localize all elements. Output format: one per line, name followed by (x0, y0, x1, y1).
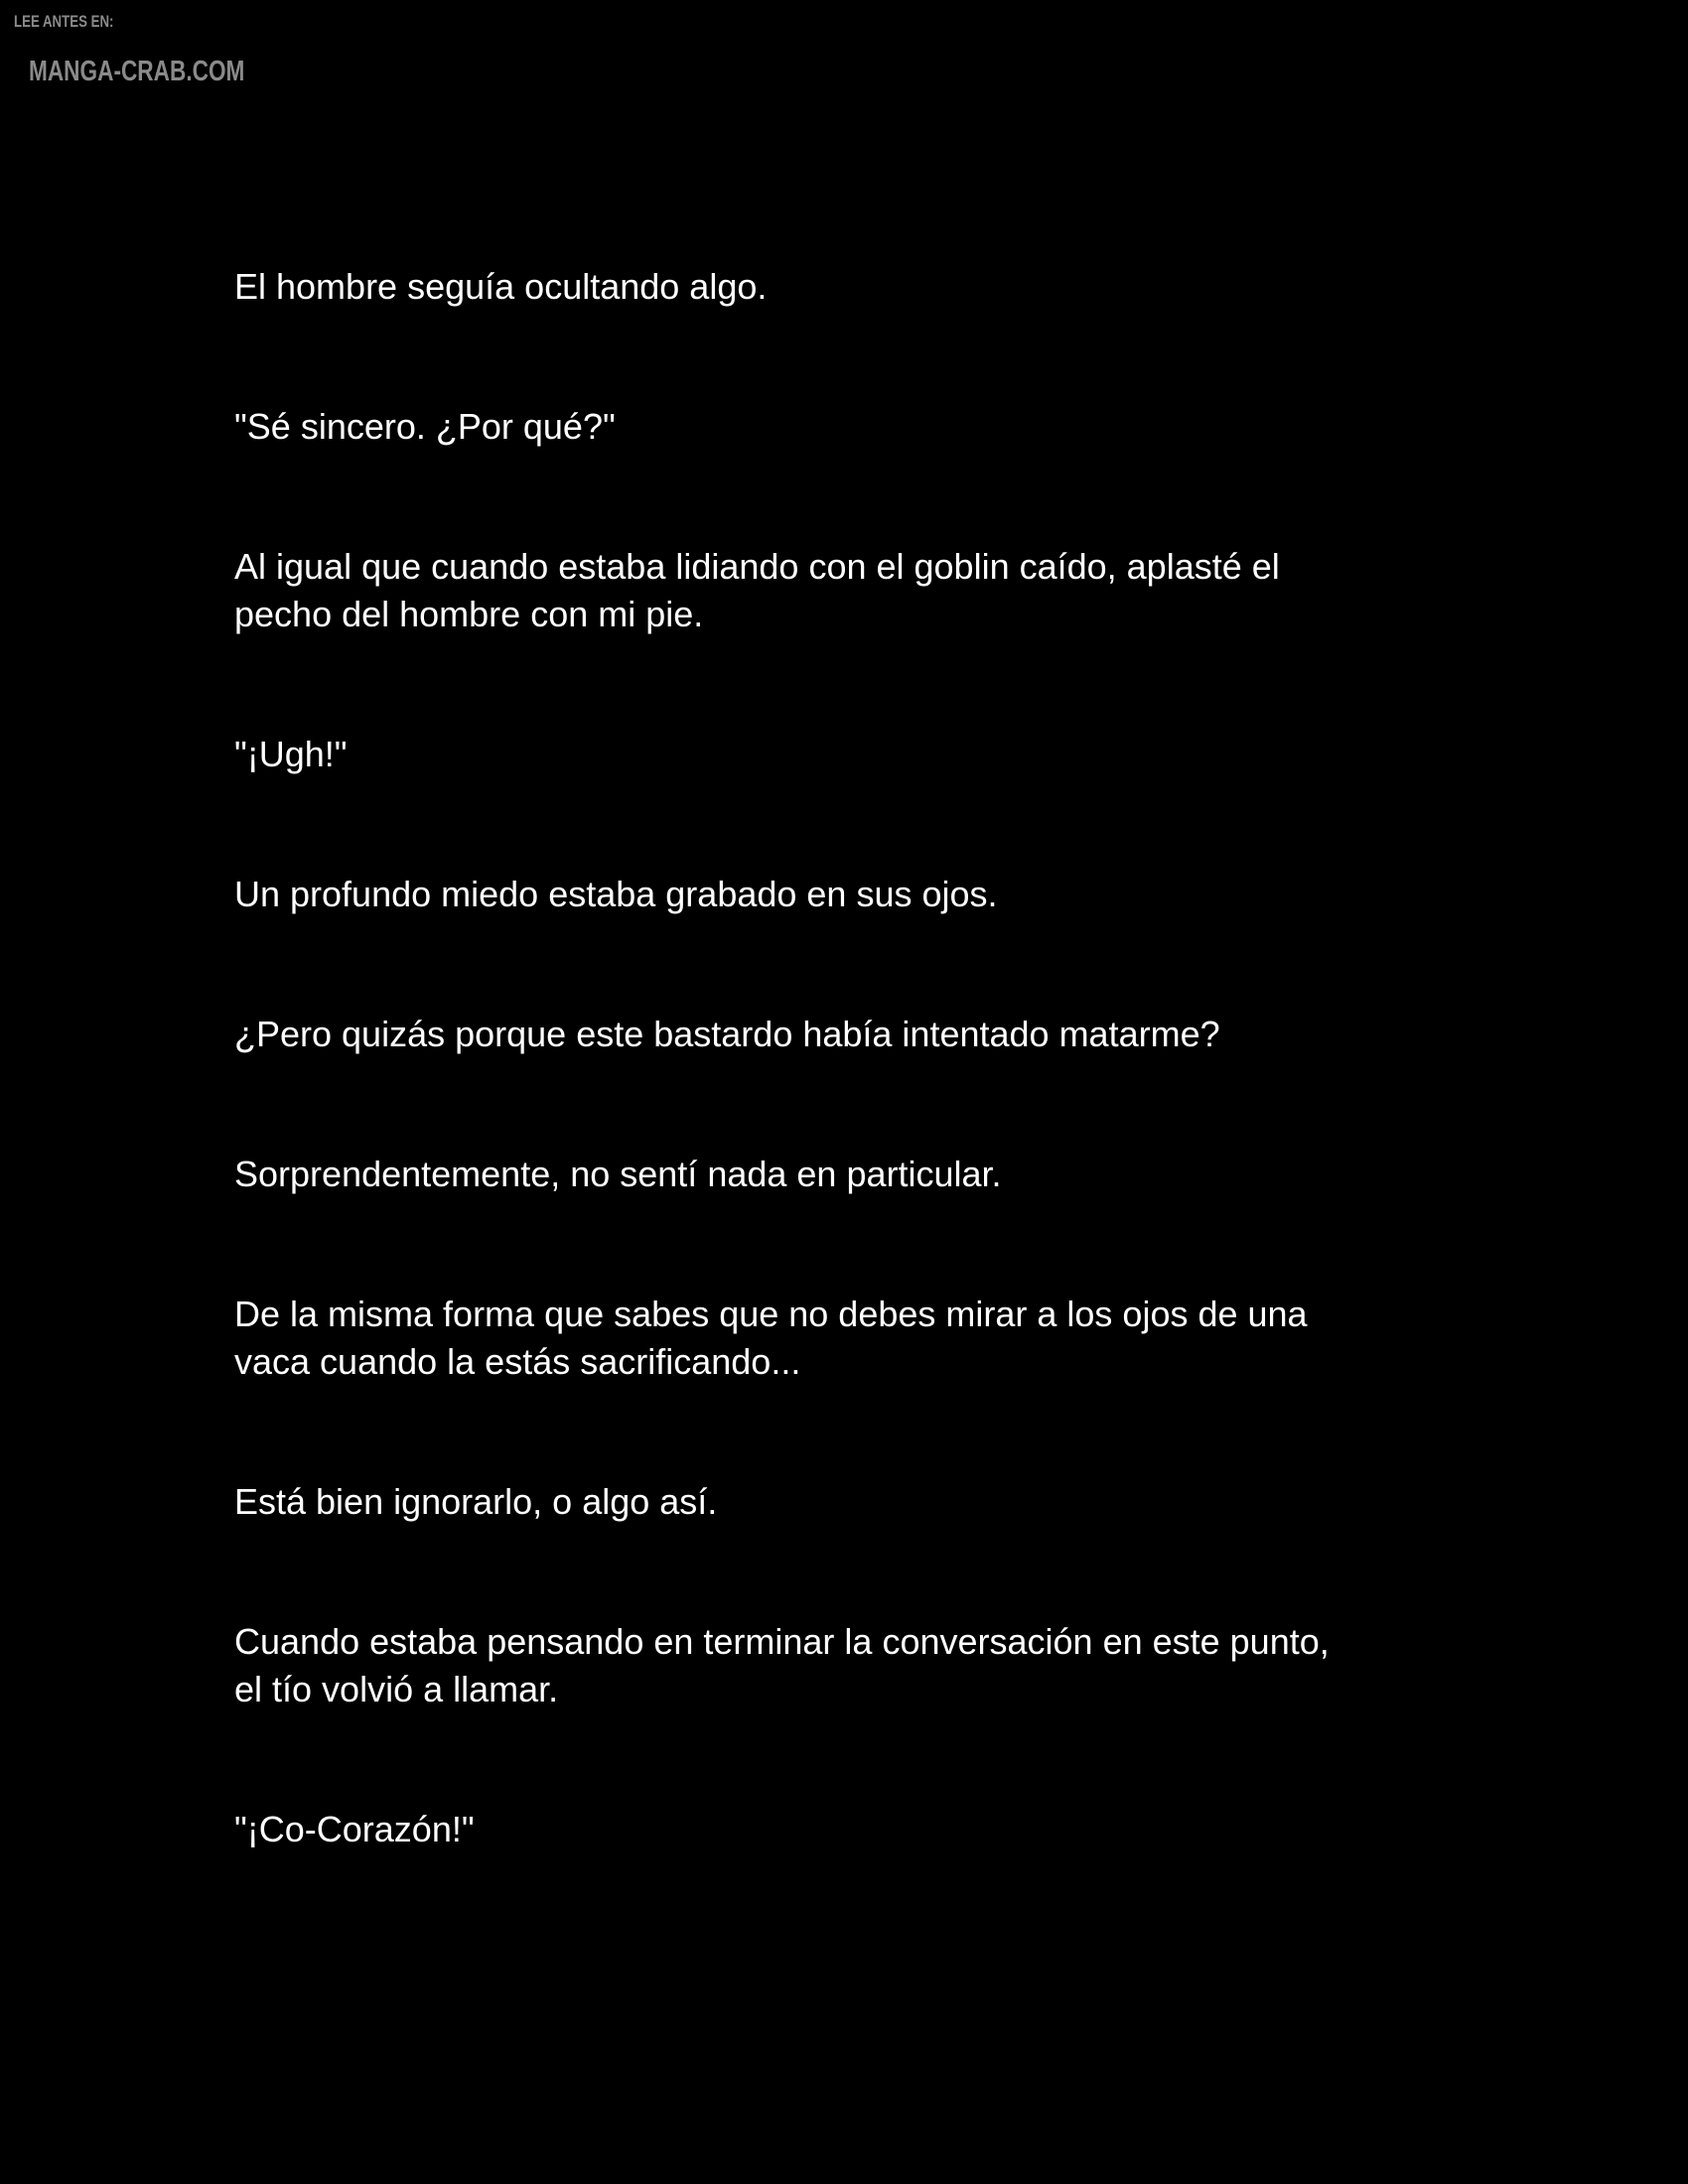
novel-text (234, 263, 1466, 1946)
paragraph: Cuando estaba pensando en terminar la conversación en este punto, el tío volvió a llamar. (234, 1621, 1330, 1709)
paragraph: "Sé sincero. ¿Por qué?" (234, 406, 616, 447)
paragraph: Un profundo miedo estaba grabado en sus ojos. (234, 874, 998, 914)
watermark (14, 12, 306, 88)
watermark-site: MANGA-CRAB.COM (29, 56, 245, 87)
paragraph: ¿Pero quizás porque este bastardo había intentado matarme? (234, 1014, 1220, 1054)
paragraph: De la misma forma que sabes que no debes mirar a los ojos de una vaca cuando la estás sacrificando... (234, 1294, 1308, 1382)
paragraph: "¡Ugh!" (234, 734, 348, 774)
paragraph: Está bien ignorarlo, o algo así. (234, 1481, 718, 1522)
paragraph: Sorprendentemente, no sentí nada en particular. (234, 1154, 1002, 1194)
paragraph: El hombre seguía ocultando algo. (234, 266, 768, 307)
paragraph: Al igual que cuando estaba lidiando con el goblin caído, aplasté el pecho del hombre con mi pie. (234, 546, 1280, 634)
watermark-caption: LEE ANTES EN: (14, 12, 114, 31)
paragraph: "¡Co-Corazón!" (234, 1809, 475, 1849)
